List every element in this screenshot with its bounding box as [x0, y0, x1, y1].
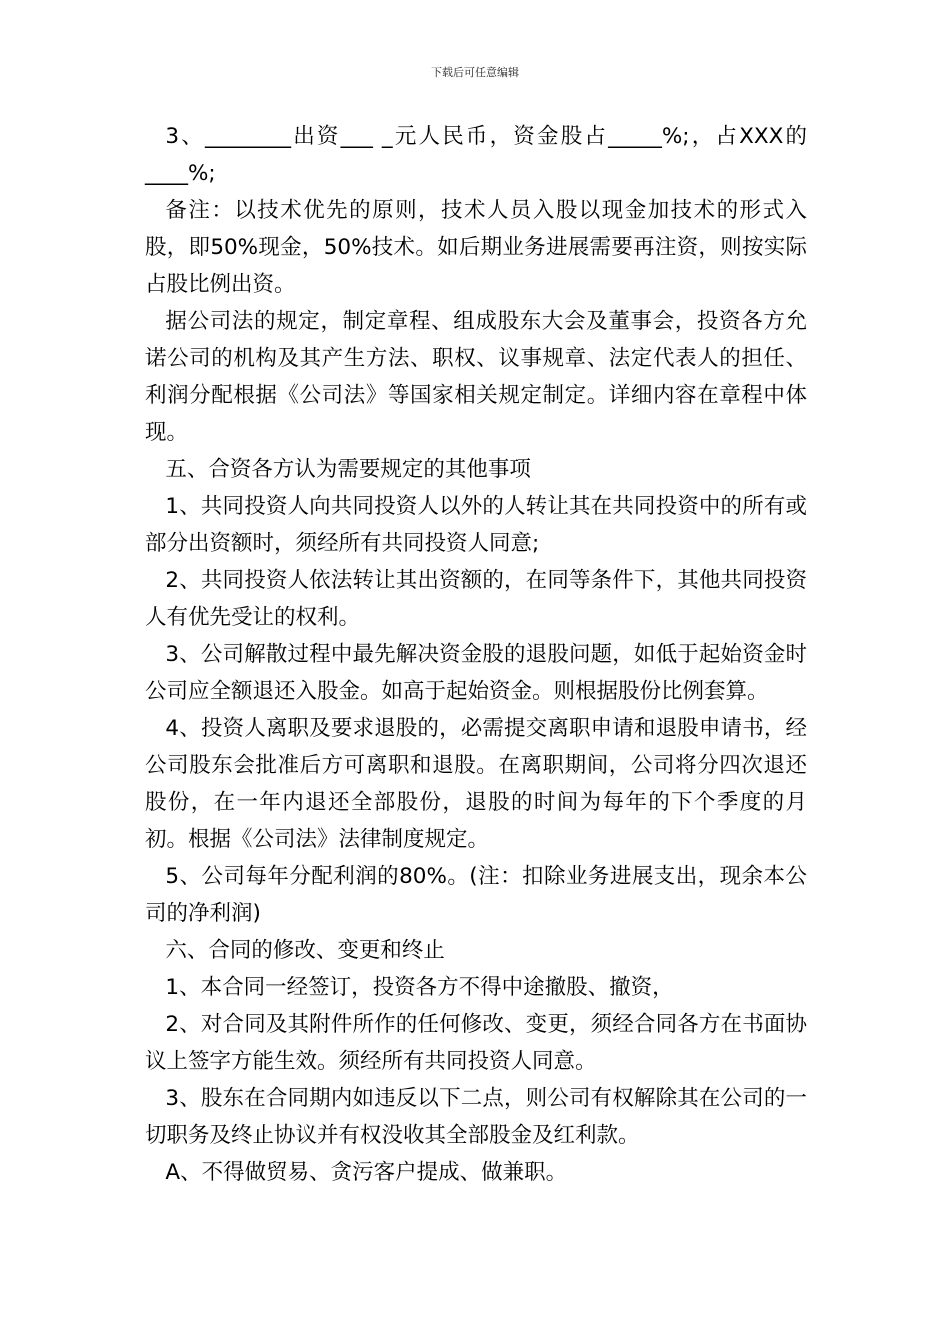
- paragraph-clause-6-2: 2、对合同及其附件所作的任何修改、变更，须经合同各方在书面协议上签字方能生效。须经所有共同投资人同意。: [145, 1012, 807, 1074]
- paragraph-clause-5-5: 5、公司每年分配利润的80%。(注：扣除业务进展支出，现余本公司的净利润): [145, 864, 807, 926]
- paragraph-capital-contribution: 3、________出资___ _元人民币，资金股占_____%;，占XXX的____%;: [145, 124, 807, 186]
- paragraph-clause-5-4: 4、投资人离职及要求退股的，必需提交离职申请和退股申请书，经公司股东会批准后方可离职和退股。在离职期间，公司将分四次退还股份，在一年内退还全部股份，退股的时间为每年的下个季度的月初。根据《公司法》法律制度规定。: [145, 716, 807, 852]
- paragraph-company-law: 据公司法的规定，制定章程、组成股东大会及董事会，投资各方允诺公司的机构及其产生方法、职权、议事规章、法定代表人的担任、利润分配根据《公司法》等国家相关规定制定。详细内容在章程中体现。: [145, 309, 807, 445]
- paragraph-clause-6-1: 1、本合同一经签订，投资各方不得中途撤股、撤资，: [165, 975, 674, 1000]
- paragraph-clause-5-3: 3、公司解散过程中最先解决资金股的退股问题，如低于起始资金时公司应全额退还入股金。如高于起始资金。则根据股份比例套算。: [145, 642, 807, 704]
- page-header: 下载后可任意编辑: [431, 66, 519, 79]
- paragraph-clause-6-3-a: A、不得做贸易、贪污客户提成、做兼职。: [165, 1160, 568, 1185]
- paragraph-clause-6-3: 3、股东在合同期内如违反以下二点，则公司有权解除其在公司的一切职务及终止协议并有权没收其全部股金及红利款。: [145, 1086, 807, 1148]
- paragraph-clause-5-2: 2、共同投资人依法转让其出资额的，在同等条件下，其他共同投资人有优先受让的权利。: [145, 568, 807, 630]
- paragraph-clause-5-1: 1、共同投资人向共同投资人以外的人转让其在共同投资中的所有或部分出资额时，须经所有共同投资人同意;: [145, 494, 807, 556]
- paragraph-remark: 备注：以技术优先的原则，技术人员入股以现金加技术的形式入股，即50%现金，50%技术。如后期业务进展需要再注资，则按实际占股比例出资。: [145, 198, 807, 297]
- document-body: [145, 118, 807, 1191]
- section-heading-5: 五、合资各方认为需要规定的其他事项: [165, 457, 531, 482]
- section-heading-6: 六、合同的修改、变更和终止: [165, 938, 445, 963]
